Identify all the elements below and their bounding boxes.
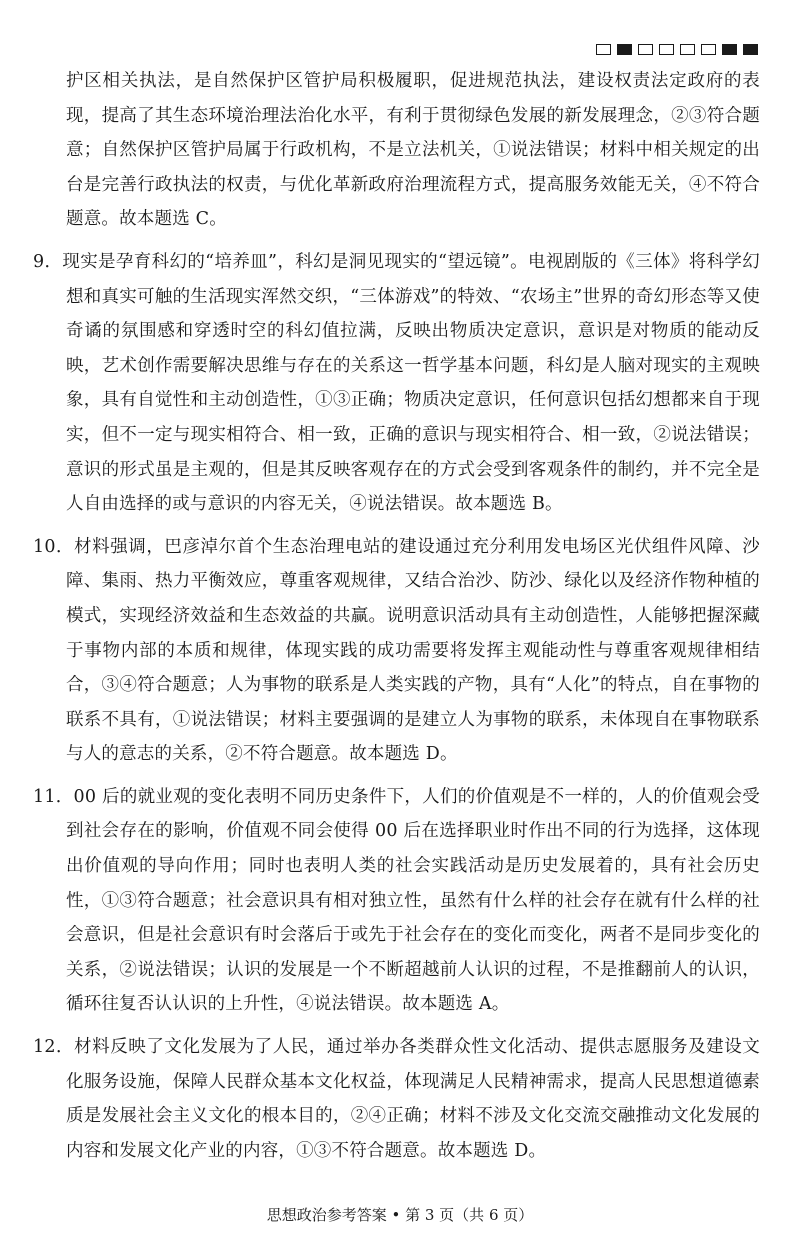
page-mark-empty (638, 44, 653, 55)
answer-9 (0, 245, 800, 522)
answer-8-continuation (0, 64, 800, 237)
paragraph-text: 00 后的就业观的变化表明不同历史条件下，人们的价值观是不一样的，人的价值观会受到社会存在的影响，价值观不同会使得 00 后在选择职业时作出不同的行为选择，这体现出价值观的导向作用；同时也表明人类的社会实践活动是历史发展着的，具有社会历史性，①③符合题意；社会意识具有相对独立性，虽然有什么样的社会存在就有什么样的社会意识，但是社会意识有时会落后于或先于社会存在的变化而变化，两者不是同步变化的关系，②说法错误；认识的发展是一个不断超越前人认识的过程，不是推翻前人的认识，循环往复否认认识的上升性，④说法错误。故本题选 A。 (66, 786, 761, 1015)
page-mark-empty (659, 44, 674, 55)
paragraph-text: 护区相关执法，是自然保护区管护局积极履职，促进规范执法，建设权责法定政府的表现，提高了其生态环境治理法治化水平，有利于贯彻绿色发展的新发展理念，②③符合题意；自然保护区管护局属于行政机构，不是立法机关，①说法错误；材料中相关规定的出台是完善行政执法的权责，与优化革新政府治理流程方式，提高服务效能无关，④不符合题意。故本题选 C。 (66, 71, 760, 230)
page-mark-filled (743, 44, 758, 55)
page-mark-empty (680, 44, 695, 55)
answer-11 (0, 780, 800, 1022)
page-mark-empty (701, 44, 716, 55)
page-mark-filled (722, 44, 737, 55)
question-number: 9． (33, 251, 63, 272)
page-footer: 思想政治参考答案 • 第 3 页（共 6 页） (266, 1206, 534, 1224)
paragraph-text: 现实是孕育科幻的“培养皿”，科幻是洞见现实的“望远镜”。电视剧版的《三体》将科学幻想和真实可触的生活现实浑然交织，“三体游戏”的特效、“农场主”世界的奇幻形态等又使奇谲的氛围感和穿透时空的科幻值拉满，反映出物质决定意识，意识是对物质的能动反映，艺术创作需要解决思维与存在的关系这一哲学基本问题，科幻是人脑对现实的主观映象，具有自觉性和主动创造性，①③正确；物质决定意识，任何意识包括幻想都来自于现实，但不一定与现实相符合、相一致，正确的意识与现实相符合、相一致，②说法错误；意识的形式虽是主观的，但是其反映客观存在的方式会受到客观条件的制约，并不完全是人自由选择的或与意识的内容无关，④说法错误。故本题选 B。 (62, 251, 760, 515)
question-number: 11． (33, 786, 74, 807)
paragraph-text: 材料反映了文化发展为了人民，通过举办各类群众性文化活动、提供志愿服务及建设文化服务设施，保障人民群众基本文化权益，体现满足人民精神需求，提高人民思想道德素质是发展社会主义文化的根本目的，②④正确；材料不涉及文化交流交融推动文化发展的内容和发展文化产业的内容，①③不符合题意。故本题选 D。 (66, 1037, 760, 1161)
answer-content (0, 64, 800, 1168)
page-marks (596, 44, 758, 55)
page-mark-filled (617, 44, 632, 55)
page-mark-empty (596, 44, 611, 55)
answer-10 (0, 530, 800, 772)
question-number: 12． (33, 1037, 75, 1058)
paragraph-text: 材料强调，巴彦淖尔首个生态治理电站的建设通过充分利用发电场区光伏组件风障、沙障、集雨、热力平衡效应，尊重客观规律，又结合治沙、防沙、绿化以及经济作物种植的模式，实现经济效益和生态效益的共赢。说明意识活动具有主动创造性，人能够把握深藏于事物内部的本质和规律，体现实践的成功需要将发挥主观能动性与尊重客观规律相结合，③④符合题意；人为事物的联系是人类实践的产物，具有“人化”的特点，自在事物的联系不具有，①说法错误；材料主要强调的是建立人为事物的联系，未体现自在事物联系与人的意志的关系，②不符合题意。故本题选 D。 (66, 536, 760, 765)
answer-12 (0, 1030, 800, 1168)
question-number: 10． (33, 536, 75, 557)
